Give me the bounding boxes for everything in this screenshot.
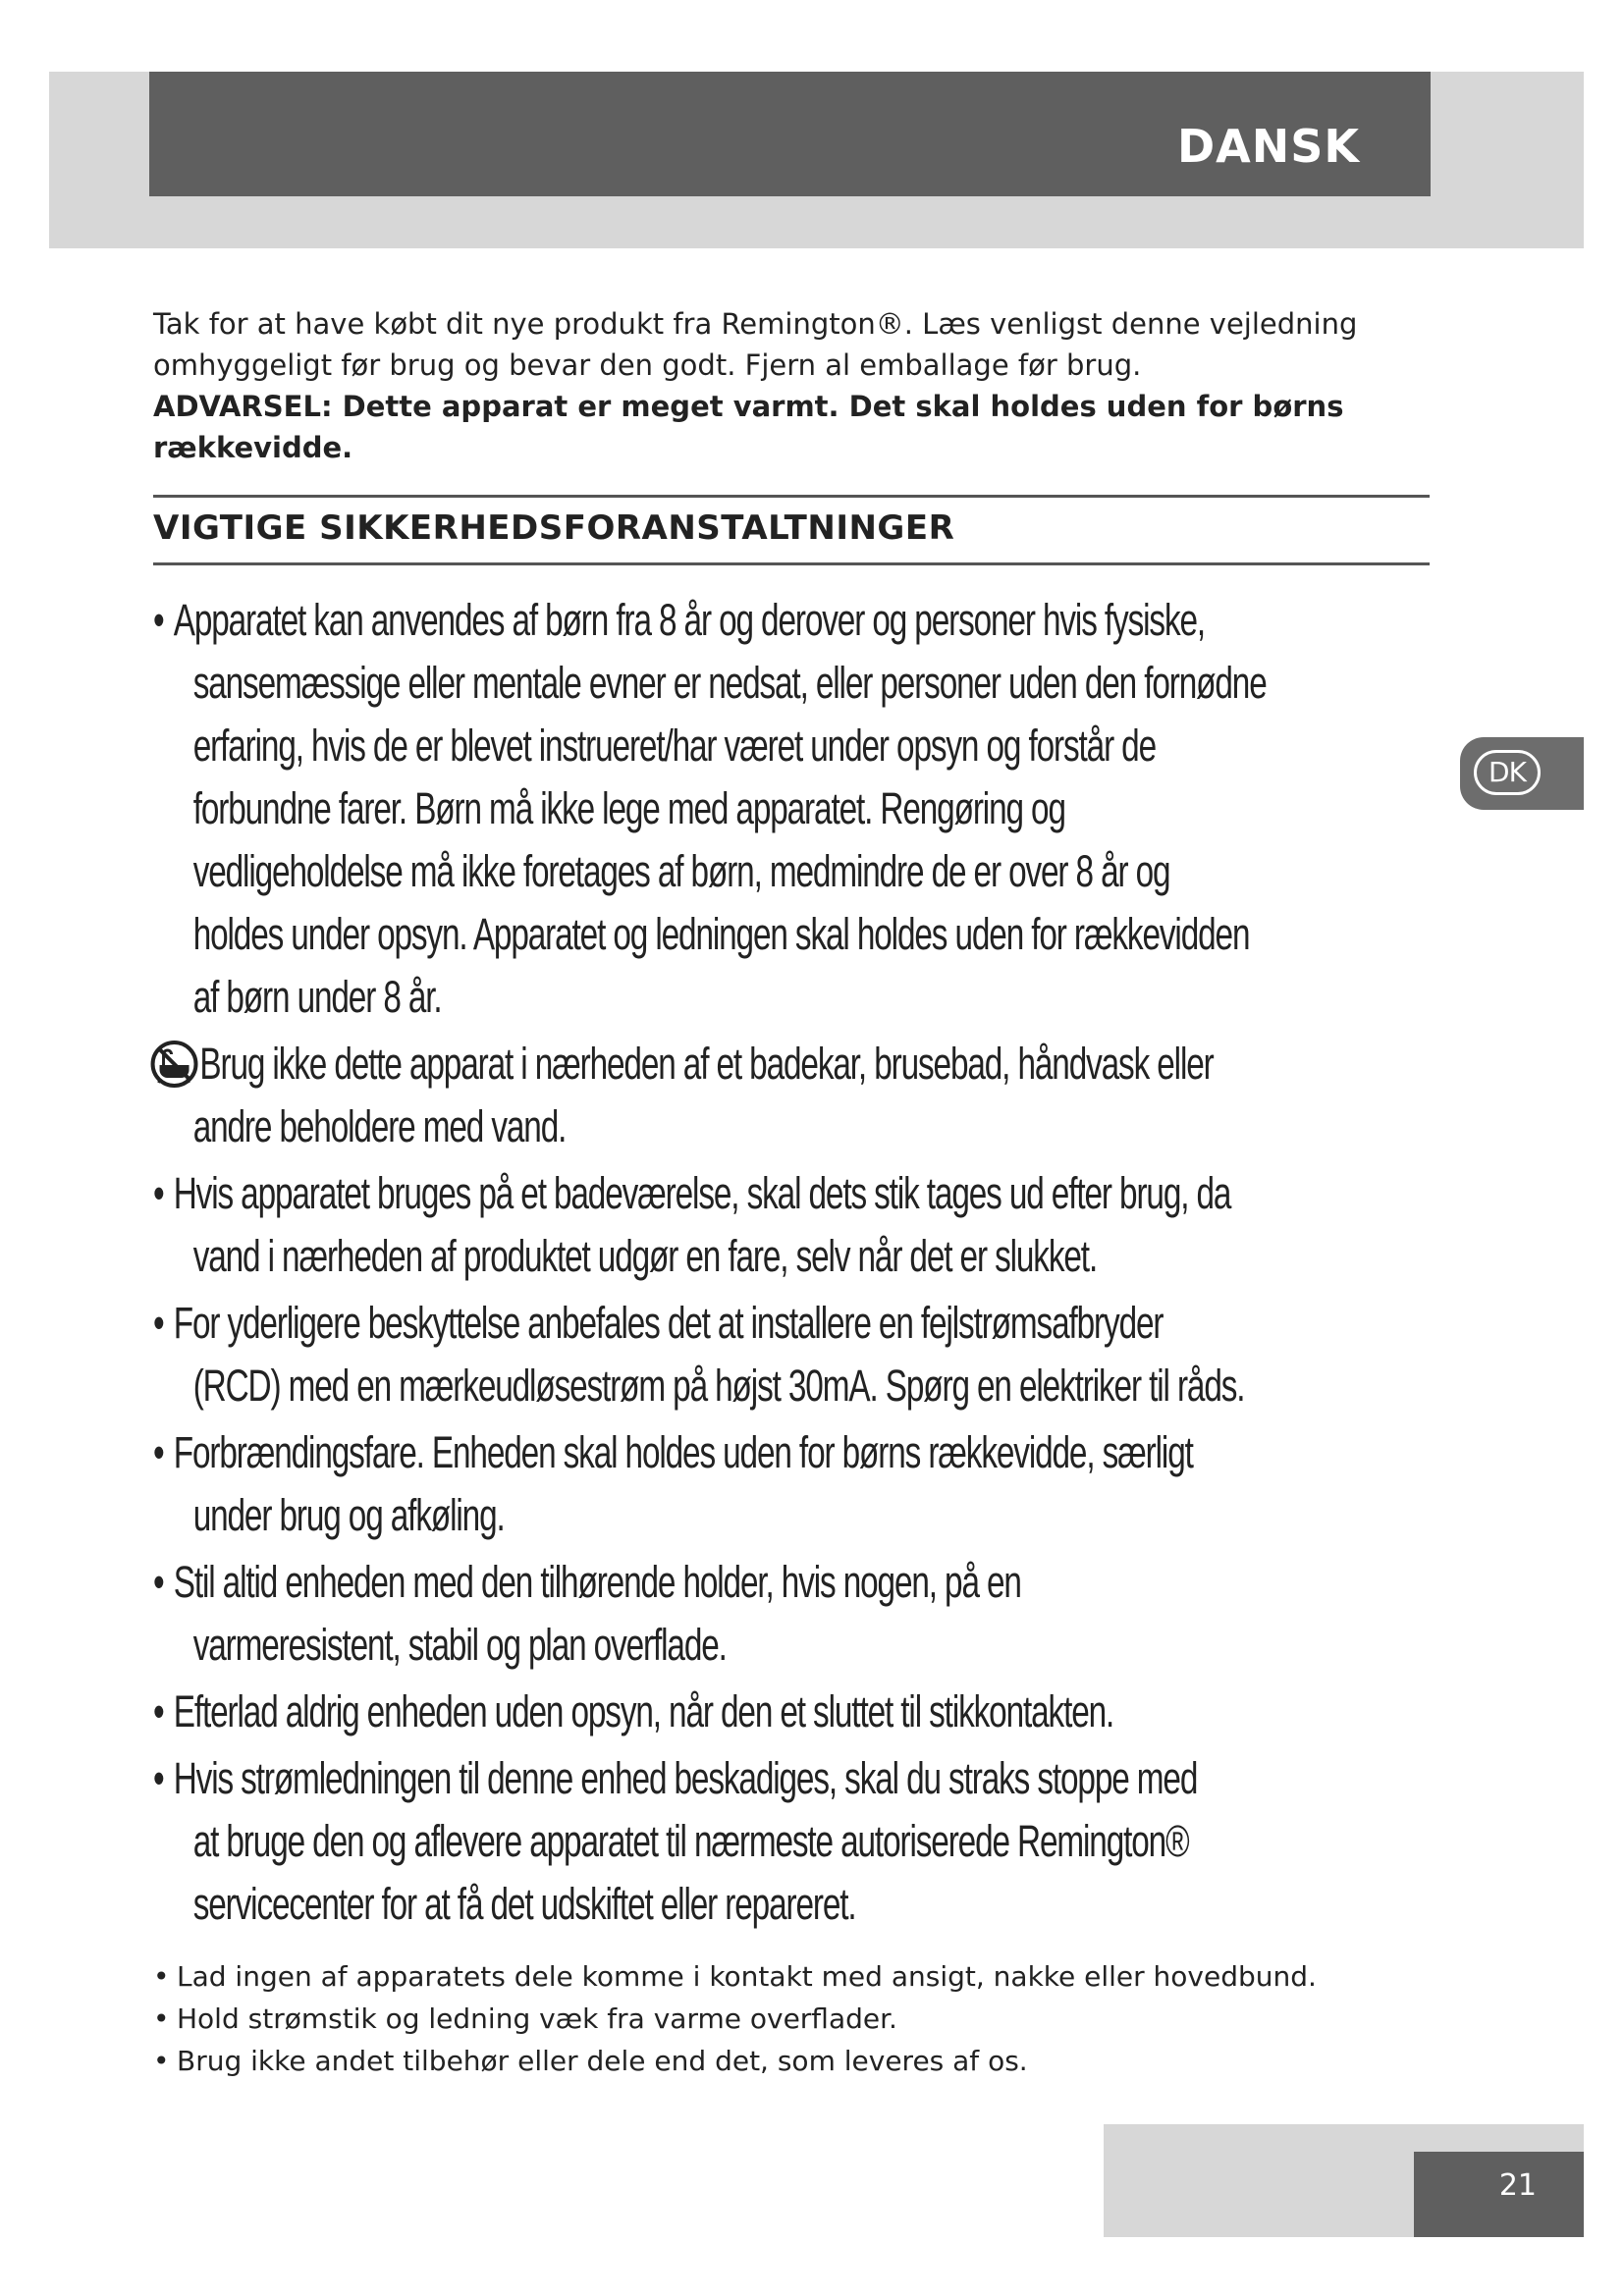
list-item <box>153 1998 1430 2040</box>
warning-line: rækkevidde. <box>153 431 353 464</box>
item-line: varmeresistent, stabil og plan overflade. <box>192 1620 727 1670</box>
page-number-box <box>1414 2152 1584 2237</box>
intro-line: Tak for at have købt dit nye produkt fra Remington®. Læs venligst denne vejledning <box>153 307 1358 341</box>
item-text: Lad ingen af apparatets dele komme i kontakt med ansigt, nakke eller hovedbund. <box>177 1960 1317 1993</box>
list-item <box>153 2040 1430 2082</box>
item-line: forbundne farer. Børn må ikke lege med apparatet. Rengøring og <box>192 783 1065 833</box>
no-bathtub-icon <box>149 1039 200 1090</box>
bullet: • <box>153 1298 165 1348</box>
small-bullet-list <box>153 1955 1430 2082</box>
bullet: • <box>153 1960 170 1993</box>
warning-line: ADVARSEL: Dette apparat er meget varmt. Det skal holdes uden for børns <box>153 390 1344 423</box>
item-line: under brug og afkøling. <box>192 1490 505 1540</box>
bullet: • <box>153 2045 170 2077</box>
page-title: DANSK <box>1176 120 1360 173</box>
bullet: • <box>153 1168 165 1218</box>
item-line: For yderligere beskyttelse anbefales det at installere en fejlstrømsafbryder <box>173 1298 1164 1348</box>
safety-list <box>153 589 1459 1940</box>
bullet: • <box>153 1753 165 1803</box>
intro-text <box>153 303 1430 468</box>
bullet: • <box>153 595 165 645</box>
section-heading <box>153 495 1430 565</box>
language-badge: DK <box>1474 750 1541 795</box>
section-heading-text: VIGTIGE SIKKERHEDSFORANSTALTNINGER <box>153 508 955 548</box>
list-item <box>153 1747 1459 1936</box>
item-line: Apparatet kan anvendes af børn fra 8 år og derover og personer hvis fysiske, <box>173 595 1206 645</box>
intro-line: omhyggeligt før brug og bevar den godt. Fjern al emballage før brug. <box>153 348 1142 382</box>
language-tab <box>1460 737 1584 810</box>
list-item <box>153 1681 1459 1743</box>
list-item <box>153 1033 1459 1158</box>
item-line: erfaring, hvis de er blevet instrueret/har været under opsyn og forstår de <box>192 721 1157 771</box>
item-line: Brug ikke dette apparat i nærheden af et badekar, brusebad, håndvask eller <box>199 1039 1214 1089</box>
item-text: Brug ikke andet tilbehør eller dele end det, som leveres af os. <box>177 2045 1028 2077</box>
item-line: vedligeholdelse må ikke foretages af børn, medmindre de er over 8 år og <box>192 846 1170 896</box>
list-item <box>153 1292 1459 1417</box>
item-line: Stil altid enheden med den tilhørende holder, hvis nogen, på en <box>173 1557 1021 1607</box>
item-line: Forbrændingsfare. Enheden skal holdes uden for børns rækkevidde, særligt <box>173 1427 1193 1477</box>
list-item <box>153 589 1459 1029</box>
bullet: • <box>153 2002 170 2035</box>
item-line: servicecenter for at få det udskiftet eller repareret. <box>192 1879 856 1929</box>
item-line: andre beholdere med vand. <box>192 1101 567 1151</box>
item-line: vand i nærheden af produktet udgør en fare, selv når det er slukket. <box>192 1231 1098 1281</box>
bullet: • <box>153 1427 165 1477</box>
bullet: • <box>153 1557 165 1607</box>
item-line: sansemæssige eller mentale evner er nedsat, eller personer uden den fornødne <box>192 658 1267 708</box>
item-line: at bruge den og aflevere apparatet til nærmeste autoriserede Remington® <box>192 1816 1189 1866</box>
list-item <box>153 1955 1430 1998</box>
list-item <box>153 1421 1459 1547</box>
item-line: (RCD) med en mærkeudløsestrøm på højst 30mA. Spørg en elektriker til råds. <box>192 1361 1245 1411</box>
bullet: • <box>153 1686 165 1736</box>
item-line: Hvis apparatet bruges på et badeværelse, skal dets stik tages ud efter brug, da <box>173 1168 1231 1218</box>
item-line: Hvis strømledningen til denne enhed beskadiges, skal du straks stoppe med <box>173 1753 1198 1803</box>
header-title-bar <box>149 72 1431 196</box>
item-text: Hold strømstik og ledning væk fra varme overflader. <box>177 2002 897 2035</box>
item-line: Efterlad aldrig enheden uden opsyn, når den et sluttet til stikkontakten. <box>173 1686 1114 1736</box>
list-item <box>153 1162 1459 1288</box>
item-line: af børn under 8 år. <box>192 972 442 1022</box>
item-line: holdes under opsyn. Apparatet og ledningen skal holdes uden for rækkevidden <box>192 909 1250 959</box>
page-number: 21 <box>1498 2168 1537 2203</box>
list-item <box>153 1551 1459 1677</box>
